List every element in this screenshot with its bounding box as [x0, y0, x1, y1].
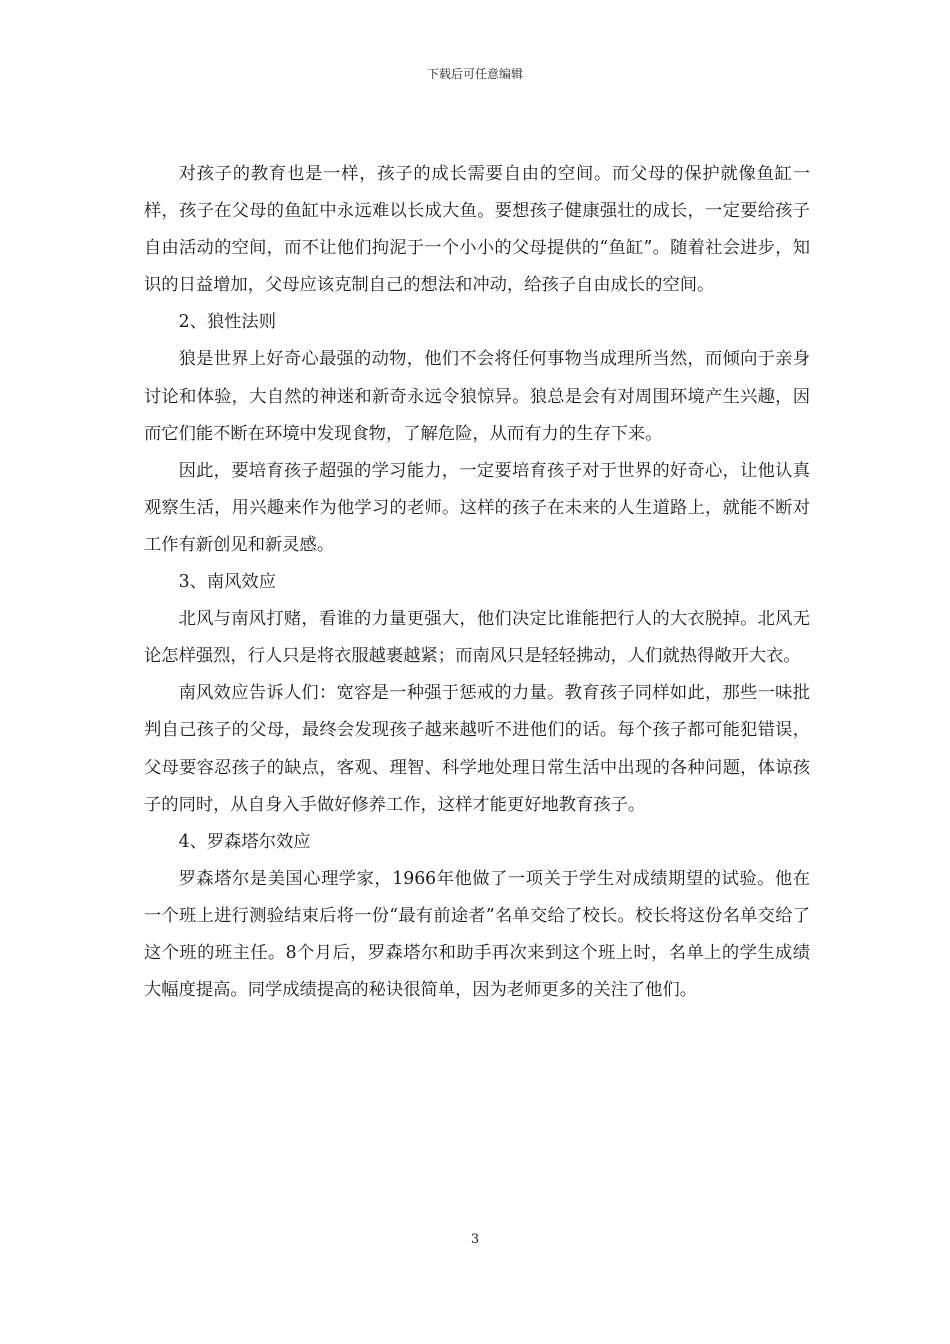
header-note: 下载后可任意编辑 — [426, 67, 523, 81]
paragraph: 北风与南风打赌，看谁的力量更强大，他们决定比谁能把行人的大衣脱掉。北风无论怎样强烈，行人只是将衣服越裹越紧；而南风只是轻轻拂动，人们就热得敞开大衣。 — [144, 609, 810, 667]
paragraph: 南风效应告诉人们：宽容是一种强于惩戒的力量。教育孩子同样如此，那些一味批判自己孩子的父母，最终会发现孩子越来越听不进他们的话。每个孩子都可能犯错误，父母要容忍孩子的缺点，客观、理智、科学地处理日常生活中出现的各种问题，体谅孩子的同时，从自身入手做好修养工作，这样才能更好地教育孩子。 — [144, 683, 810, 815]
paragraph: 对孩子的教育也是一样，孩子的成长需要自由的空间。而父母的保护就像鱼缸一样，孩子在父母的鱼缸中永远难以长成大鱼。要想孩子健康强壮的成长，一定要给孩子自由活动的空间，而不让他们拘泥于一个小小的父母提供的“鱼缸”。随着社会进步，知识的日益增加，父母应该克制自己的想法和冲动，给孩子自由成长的空间。 — [144, 164, 810, 296]
section-heading-wolf-law: 2、狼性法则 — [178, 312, 276, 333]
section-heading-south-wind-effect: 3、南风效应 — [178, 572, 276, 593]
document-body — [144, 156, 810, 1009]
paragraph: 因此，要培育孩子超强的学习能力，一定要培育孩子对于世界的好奇心，让他认真观察生活，用兴趣来作为他学习的老师。这样的孩子在未来的人生道路上，就能不断对工作有新创见和新灵感。 — [144, 460, 810, 555]
section-heading-rosenthal-effect: 4、罗森塔尔效应 — [178, 831, 311, 852]
page-number: 3 — [470, 1232, 480, 1247]
paragraph: 狼是世界上好奇心最强的动物，他们不会将任何事物当成理所当然，而倾向于亲身讨论和体验，大自然的神迷和新奇永远令狼惊异。狼总是会有对周围环境产生兴趣，因而它们能不断在环境中发现食物，了解危险，从而有力的生存下来。 — [144, 349, 810, 444]
paragraph: 罗森塔尔是美国心理学家，1966年他做了一项关于学生对成绩期望的试验。他在一个班上进行测验结束后将一份“最有前途者”名单交给了校长。校长将这份名单交给了这个班的班主任。8个月后，罗森塔尔和助手再次来到这个班上时，名单上的学生成绩大幅度提高。同学成绩提高的秘诀很简单，因为老师更多的关注了他们。 — [144, 868, 810, 1001]
